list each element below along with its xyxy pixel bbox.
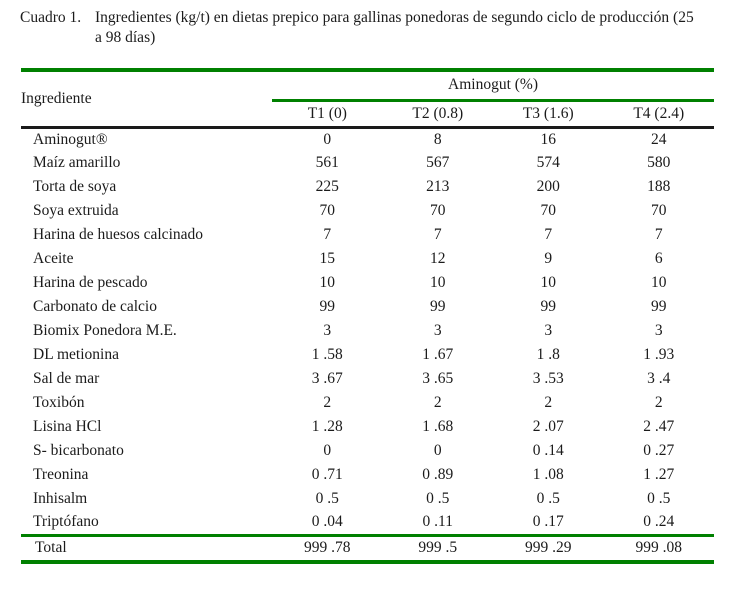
ingredient-value: 213	[426, 178, 450, 195]
ingredient-value: 3	[433, 322, 442, 339]
ingredient-value: 10	[430, 274, 446, 291]
ingredient-value: 99	[319, 298, 336, 315]
table-row	[21, 343, 714, 367]
table-row	[21, 295, 714, 319]
ingredient-value: 3 .67	[311, 370, 343, 387]
ingredient-label: Torta de soya	[33, 178, 117, 195]
ingredient-value: 0 .27	[643, 442, 675, 459]
total-row	[21, 535, 714, 562]
ingredient-label: Biomix Ponedora M.E.	[33, 322, 177, 339]
ingredient-value: 0 .89	[422, 466, 454, 483]
column-header-t2: T2 (0.8)	[383, 100, 493, 127]
ingredient-value: 1 .68	[422, 418, 454, 435]
ingredient-value: 99	[430, 298, 446, 315]
group-header-row	[21, 70, 714, 100]
ingredient-value: 6	[654, 250, 663, 267]
ingredient-value: 99	[540, 298, 556, 315]
ingredient-label: Toxibón	[33, 394, 85, 411]
total-label: Total	[21, 535, 272, 562]
ingredient-value: 0 .5	[426, 490, 450, 507]
ingredient-value: 1 .67	[422, 346, 454, 363]
total-value: 999 .78	[272, 535, 382, 562]
ingredient-value: 1 .8	[536, 346, 560, 363]
table-row	[21, 415, 714, 439]
ingredient-value: 200	[536, 178, 560, 195]
ingredient-value: 561	[315, 154, 339, 171]
ingredient-value: 8	[433, 130, 442, 148]
table-caption	[20, 8, 744, 48]
ingredient-value: 24	[650, 130, 667, 148]
ingredient-value: 3 .53	[532, 370, 564, 387]
ingredient-label: DL metionina	[33, 346, 119, 363]
ingredient-value: 3	[654, 322, 663, 339]
ingredient-value: 1 .08	[532, 466, 564, 483]
table-row	[21, 199, 714, 223]
ingredient-value: 70	[319, 202, 336, 219]
ingredient-label: Aceite	[33, 250, 74, 267]
table-row	[21, 247, 714, 271]
ingredient-value: 16	[540, 130, 556, 148]
ingredient-label: Maíz amarillo	[33, 154, 121, 171]
ingredient-value: 3	[544, 322, 553, 339]
ingredient-value: 2	[654, 394, 663, 411]
ingredient-label: Sal de mar	[33, 370, 100, 387]
ingredient-value: 70	[540, 202, 556, 219]
ingredient-value: 0 .71	[311, 466, 343, 483]
table-row	[21, 319, 714, 343]
ingredient-value: 7	[654, 226, 663, 243]
table-row	[21, 151, 714, 175]
ingredient-value: 10	[540, 274, 556, 291]
ingredient-label: Soya extruida	[33, 202, 119, 219]
ingredient-value: 0 .17	[532, 513, 564, 531]
ingredient-value: 2	[544, 394, 553, 411]
ingredient-value: 0 .5	[647, 490, 671, 507]
ingredient-label: Treonina	[33, 466, 89, 483]
table-row	[21, 271, 714, 295]
ingredient-value: 0	[433, 442, 442, 459]
table-footer	[21, 535, 714, 562]
ingredient-value: 1 .58	[311, 346, 343, 363]
ingredient-label: Lisina HCl	[33, 418, 102, 435]
group-header-aminogut: Aminogut (%)	[272, 70, 714, 100]
ingredient-label: Harina de pescado	[33, 274, 148, 291]
ingredient-value: 3 .4	[647, 370, 671, 387]
column-header-t1: T1 (0)	[272, 100, 382, 127]
ingredient-label: Inhisalm	[33, 490, 88, 507]
ingredient-value: 10	[650, 274, 667, 291]
paper-page	[0, 8, 744, 602]
ingredient-value: 1 .28	[311, 418, 343, 435]
total-value: 999 .08	[603, 535, 714, 562]
table-row	[21, 223, 714, 247]
column-header-t3: T3 (1.6)	[493, 100, 603, 127]
ingredient-value: 0 .5	[315, 490, 339, 507]
table-row	[21, 391, 714, 415]
ingredient-label: S- bicarbonato	[33, 442, 124, 459]
ingredient-value: 0	[323, 442, 332, 459]
table-row	[21, 367, 714, 391]
total-value: 999 .5	[383, 535, 493, 562]
ingredient-value: 70	[430, 202, 446, 219]
ingredient-value: 15	[319, 250, 336, 267]
ingredient-value: 7	[544, 226, 553, 243]
table-row	[21, 487, 714, 511]
ingredient-value: 0 .04	[311, 513, 343, 531]
ingredient-value: 2 .47	[643, 418, 675, 435]
table-row	[21, 127, 714, 151]
ingredient-value: 580	[647, 154, 671, 171]
table-row	[21, 463, 714, 487]
ingredient-value: 0 .5	[536, 490, 560, 507]
column-header-ingrediente: Ingrediente	[21, 70, 272, 127]
ingredient-value: 10	[319, 274, 336, 291]
ingredient-value: 225	[315, 178, 339, 195]
ingredient-value: 1 .27	[643, 466, 675, 483]
ingredient-value: 9	[544, 250, 553, 267]
ingredient-label: Carbonato de calcio	[33, 298, 157, 315]
ingredient-value: 7	[323, 226, 332, 243]
column-header-t4: T4 (2.4)	[603, 100, 714, 127]
caption-text: Ingredientes (kg/t) en dietas prepico para gallinas ponedoras de segundo ciclo de producción (25 a 98 días)	[95, 9, 694, 46]
ingredient-value: 2 .07	[532, 418, 564, 435]
ingredient-value: 12	[430, 250, 446, 267]
ingredient-value: 0	[323, 130, 332, 148]
table-row	[21, 175, 714, 199]
ingredient-label: Harina de huesos calcinado	[33, 226, 204, 243]
ingredient-value: 3 .65	[422, 370, 454, 387]
ingredient-value: 2	[433, 394, 442, 411]
ingredient-value: 7	[433, 226, 442, 243]
ingredient-value: 0 .14	[532, 442, 564, 459]
table-body	[21, 127, 714, 535]
ingredients-table	[21, 68, 714, 564]
ingredient-value: 70	[650, 202, 667, 219]
table-header	[21, 70, 714, 127]
caption-number: Cuadro 1.	[20, 9, 82, 26]
ingredient-label: Triptófano	[33, 513, 99, 531]
ingredient-value: 0 .24	[643, 513, 675, 531]
ingredient-value: 188	[647, 178, 671, 195]
ingredient-value: 574	[536, 154, 560, 171]
ingredient-value: 2	[323, 394, 332, 411]
ingredient-value: 0 .11	[422, 513, 453, 531]
ingredient-value: 3	[323, 322, 332, 339]
ingredient-value: 99	[650, 298, 667, 315]
ingredient-value: 567	[426, 154, 450, 171]
total-value: 999 .29	[493, 535, 603, 562]
table-row	[21, 439, 714, 463]
ingredient-label: Aminogut®	[33, 130, 108, 148]
ingredient-value: 1 .93	[643, 346, 675, 363]
table-row	[21, 511, 714, 535]
